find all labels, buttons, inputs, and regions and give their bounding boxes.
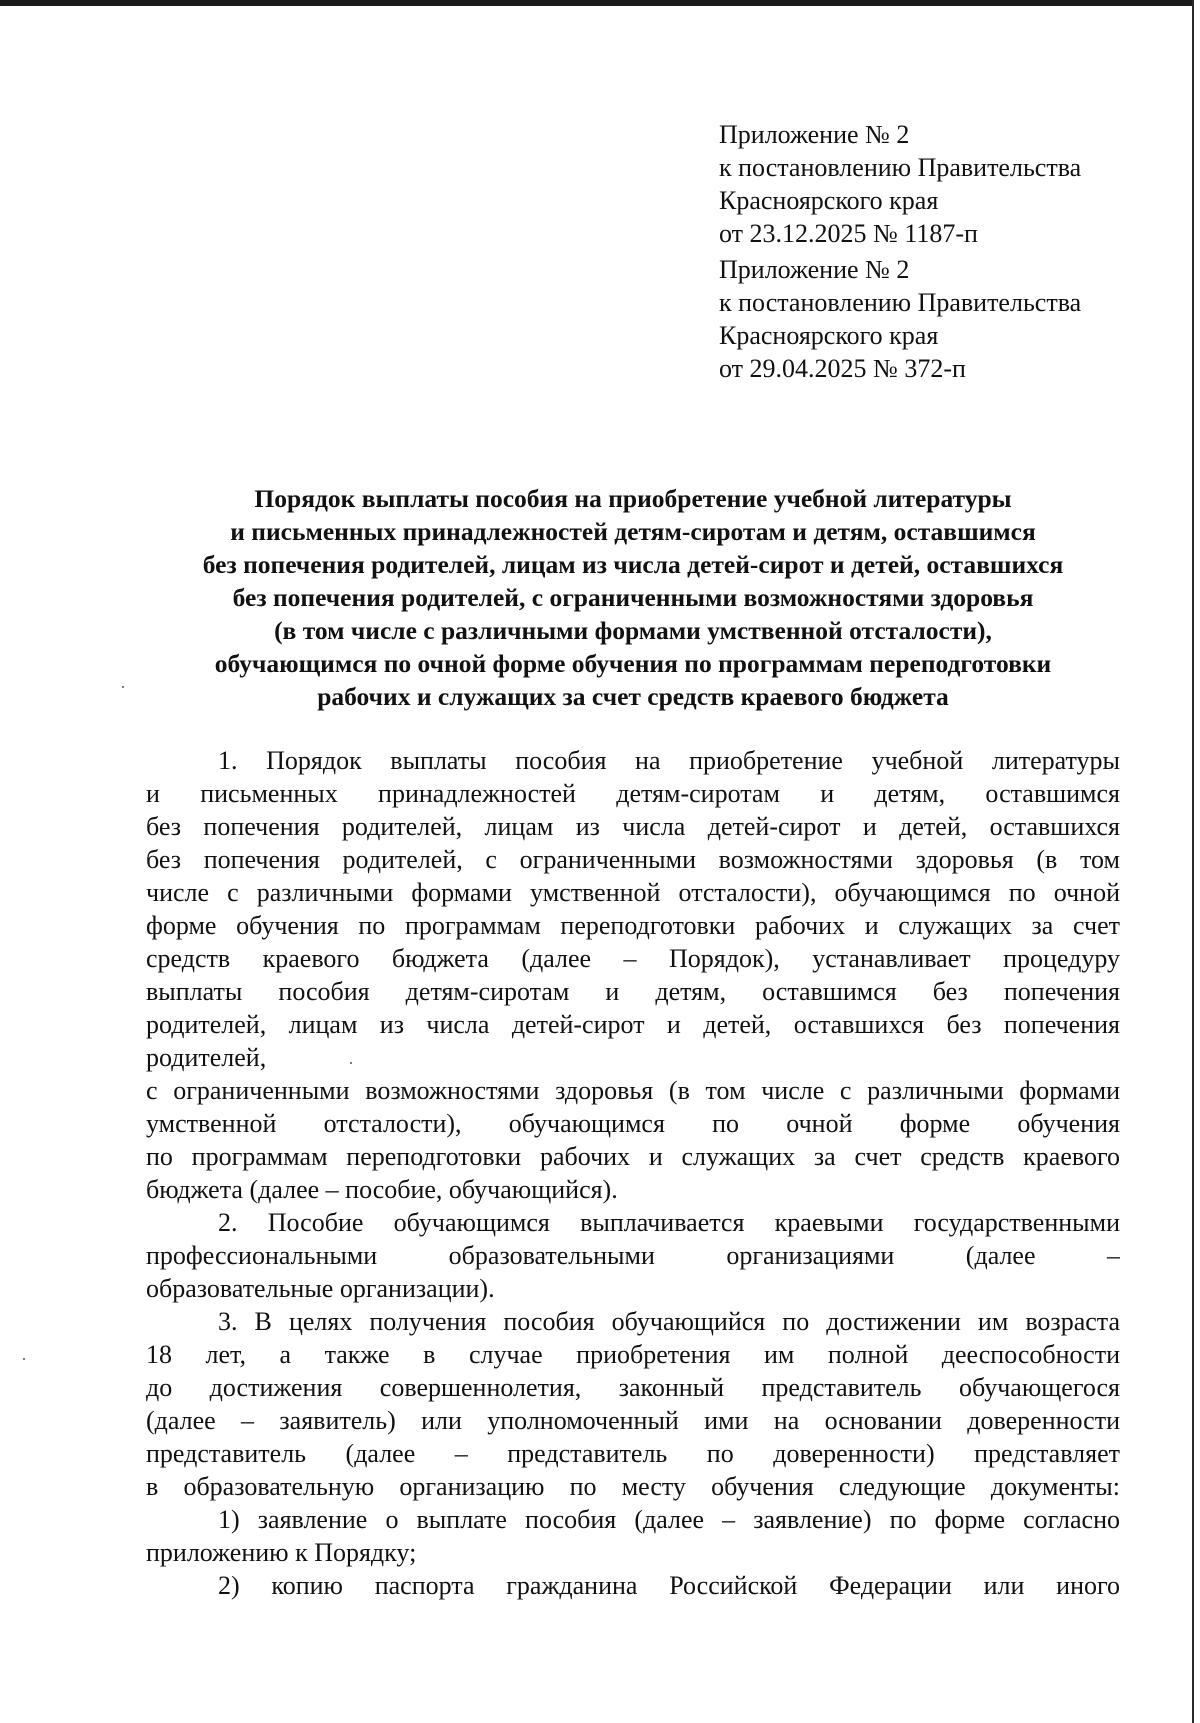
text-line: средств краевого бюджета (далее – Порядок), устанавливает процедуру [146,944,1120,973]
text-line: умственной отсталости), обучающимся по очной форме обучения [146,1109,1120,1138]
text-line: с ограниченными возможностями здоровья (в том числе с различными формами [146,1076,1120,1105]
scan-right-edge [1192,0,1200,1723]
text-line: родителей, [146,1043,267,1072]
appendix-line: к постановлению Правительства [719,153,1082,182]
appendix-line: Приложение № 2 [719,255,910,284]
text-line: по программам переподготовки рабочих и служащих за счет средств краевого [146,1142,1120,1171]
text-line: приложению к Порядку; [146,1538,417,1567]
list-item-1 [146,1503,1120,1569]
scan-top-edge [0,0,1200,6]
text-line: в образовательную организацию по месту обучения следующие документы: [146,1472,1120,1501]
text-line: и письменных принадлежностей детям-сиротам и детям, оставшимся [146,779,1120,808]
appendix-line: Красноярского края [719,186,939,215]
text-line: числе с различными формами умственной отсталости), обучающимся по очной [146,878,1120,907]
list-item-2 [146,1569,1120,1602]
text-line: выплаты пособия детям-сиротам и детям, оставшимся без попечения [146,977,1120,1006]
text-line: образовательные организации). [146,1274,495,1303]
paragraph-2 [146,1206,1120,1305]
text-line: форме обучения по программам переподготовки рабочих и служащих за счет [146,911,1120,940]
text-line: без попечения родителей, лицам из числа детей-сирот и детей, оставшихся [146,812,1120,841]
appendix-line: Приложение № 2 [719,120,910,149]
appendix-block-original [719,253,1139,385]
title-line: без попечения родителей, с ограниченными возможностями здоровья [232,583,1034,612]
text-line: без попечения родителей, с ограниченными возможностями здоровья (в том [146,845,1120,874]
text-line: родителей, лицам из числа детей-сирот и детей, оставшихся без попечения [146,1010,1120,1039]
paragraph-1 [146,744,1120,1206]
title-line: и письменных принадлежностей детям-сиротам и детям, оставшимся [230,517,1036,546]
title-line: без попечения родителей, лицам из числа детей-сирот и детей, оставшихся [202,550,1064,579]
text-line: 18 лет, а также в случае приобретения им полной дееспособности [146,1340,1120,1369]
text-line: 2) копию паспорта гражданина Российской Федерации или иного [218,1571,1120,1600]
text-line: 2. Пособие обучающимся выплачивается краевыми государственными [218,1208,1120,1237]
text-line: бюджета (далее – пособие, обучающийся). [146,1175,618,1204]
appendix-line: к постановлению Правительства [719,288,1082,317]
document-body [146,744,1120,1602]
document-title [146,482,1120,713]
text-line: (далее – заявитель) или уполномоченный ими на основании доверенности [146,1406,1120,1435]
appendix-line: Красноярского края [719,321,939,350]
text-line: представитель (далее – представитель по доверенности) представляет [146,1439,1120,1468]
title-line: рабочих и служащих за счет средств краевого бюджета [317,682,949,711]
paragraph-3 [146,1305,1120,1503]
title-line: (в том числе с различными формами умственной отсталости), [274,616,992,645]
title-line: обучающимся по очной форме обучения по программам переподготовки [214,649,1052,678]
text-line: до достижения совершеннолетия, законный представитель обучающегося [146,1373,1120,1402]
appendix-line: от 23.12.2025 № 1187-п [719,219,978,248]
text-line: 3. В целях получения пособия обучающийся по достижении им возраста [218,1307,1120,1336]
text-line: 1) заявление о выплате пособия (далее – заявление) по форме согласно [218,1505,1120,1534]
appendix-block-current [719,118,1139,250]
text-line: 1. Порядок выплаты пособия на приобретение учебной литературы [218,746,1120,775]
text-line: профессиональными образовательными организациями (далее – [146,1241,1120,1270]
scan-speck [122,686,124,688]
appendix-line: от 29.04.2025 № 372-п [719,354,966,383]
scan-speck [23,1358,25,1360]
title-line: Порядок выплаты пособия на приобретение учебной литературы [254,484,1012,513]
